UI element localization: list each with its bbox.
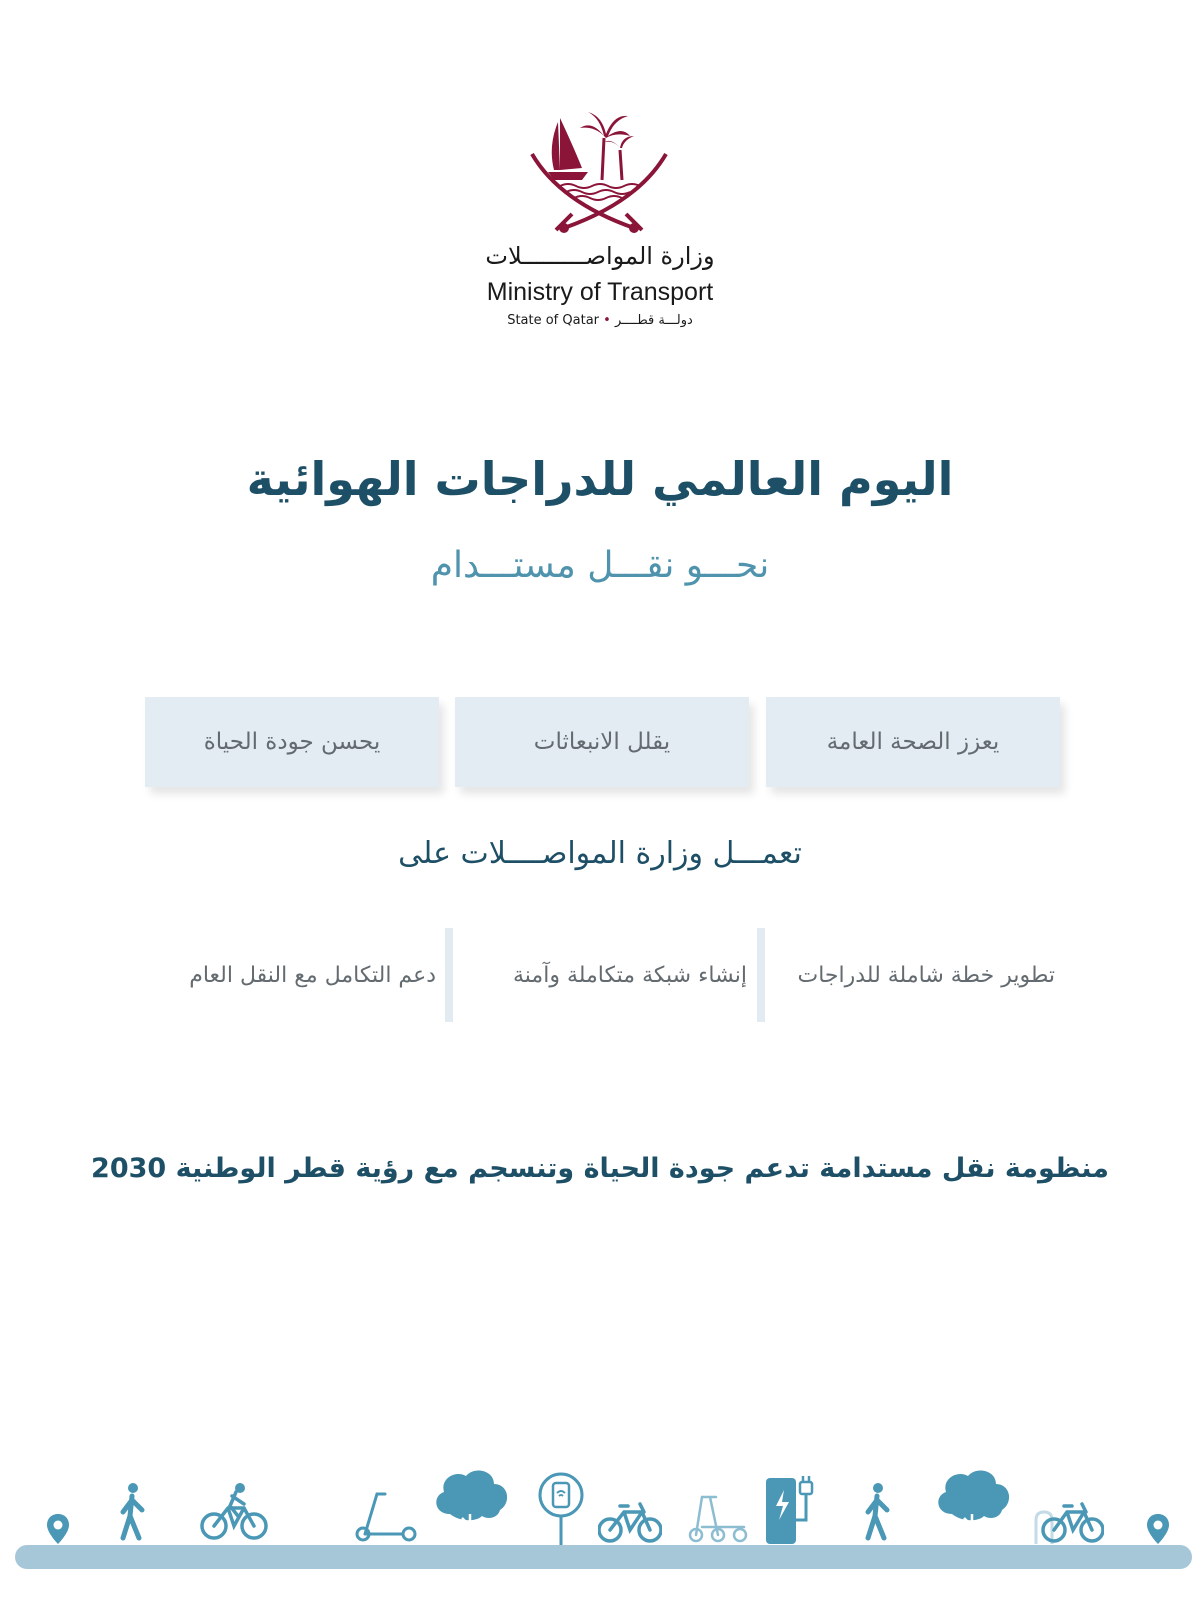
divider-bar: [757, 928, 765, 1022]
location-pin-icon: [44, 1512, 72, 1546]
ministry-name-arabic: وزارة المواصـــــــــلات: [485, 242, 715, 270]
tree-icon: [430, 1466, 512, 1544]
page-subtitle: نحـــو نقـــل مستـــدام: [430, 545, 770, 586]
tree-icon: [932, 1466, 1014, 1544]
bike-share-sign-icon: [536, 1471, 586, 1545]
ministry-emblem-icon: [530, 110, 668, 238]
state-of-qatar-line: [0, 313, 1200, 328]
divider-bar: [445, 928, 453, 1022]
action-label: إنشاء شبكة متكاملة وآمنة: [513, 962, 747, 988]
benefit-label: يعزز الصحة العامة: [826, 729, 1000, 755]
scooter-icon: [355, 1490, 417, 1542]
benefit-box-public-health: [766, 697, 1060, 787]
location-pin-icon: [1144, 1512, 1172, 1546]
ministry-name-english: Ministry of Transport: [486, 278, 714, 306]
bicycle-icon: [598, 1500, 662, 1544]
cyclist-icon: [200, 1482, 268, 1542]
action-item: [150, 928, 436, 1022]
benefit-box-quality-of-life: [145, 697, 439, 787]
street-ground: [15, 1545, 1192, 1569]
pedestrian-icon: [860, 1482, 894, 1542]
action-item: [465, 928, 747, 1022]
state-name-english: State of Qatar: [507, 313, 599, 328]
charging-station-icon: [762, 1470, 816, 1544]
pedestrian-icon: [115, 1482, 149, 1542]
state-name-arabic: دولـــة قطــــر: [614, 313, 693, 328]
action-label: دعم التكامل مع النقل العام: [189, 962, 436, 988]
action-label: تطوير خطة شاملة للدراجات: [797, 962, 1055, 988]
works-on-heading: تعمـــل وزارة المواصــــلات على: [398, 836, 802, 871]
benefit-label: يقلل الانبعاثات: [533, 729, 671, 755]
page-title: اليوم العالمي للدراجات الهوائية: [246, 452, 954, 506]
benefit-box-emissions: [455, 697, 749, 787]
action-item: [775, 928, 1055, 1022]
benefit-label: يحسن جودة الحياة: [203, 729, 381, 755]
separator-dot: •: [603, 313, 611, 328]
e-scooter-icon: [688, 1491, 750, 1543]
bicycle-rack-icon: [1032, 1500, 1104, 1544]
vision-statement: منظومة نقل مستدامة تدعم جودة الحياة وتنسجم مع رؤية قطر الوطنية 2030: [91, 1153, 1109, 1184]
